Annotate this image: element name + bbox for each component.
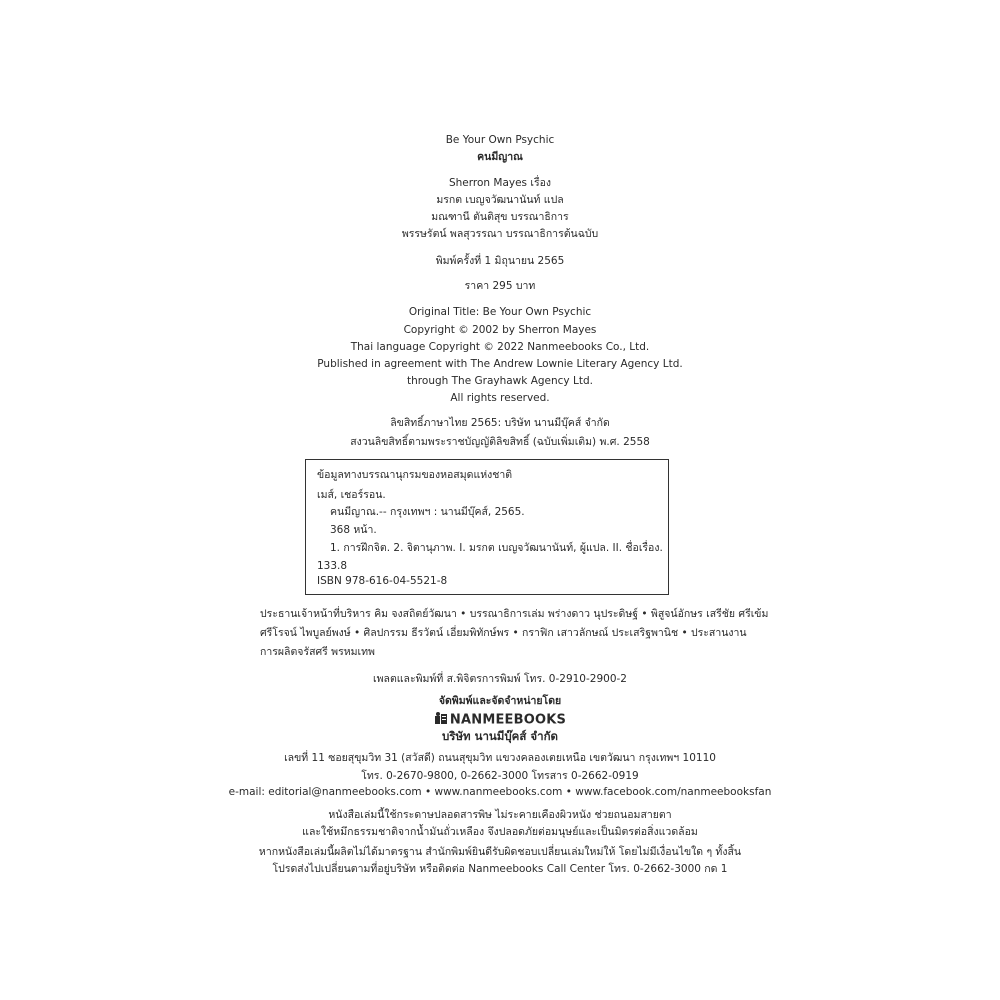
staff-line: การผลิตจรัสศรี พรหมเทพ: [260, 646, 375, 658]
thai-rights-line: ลิขสิทธิ์ภาษาไทย 2565: บริษัท นานมีบุ๊คส์ จำกัด: [390, 417, 610, 429]
title-english: Be Your Own Psychic: [445, 134, 555, 146]
title-thai: คนมีญาณ: [477, 151, 523, 163]
distributor-label: จัดพิมพ์และจัดจำหน่ายโดย: [438, 695, 562, 707]
ink-note: และใช้หมึกธรรมชาติจากน้ำมันถั่วเหลือง จึงปลอดภัยต่อมนุษย์และเป็นมิตรต่อสิ่งแวดล้อม: [302, 826, 698, 838]
nanmeebooks-logo: [0, 711, 1000, 729]
price-line: ราคา 295 บาท: [464, 280, 536, 292]
cip-pages: 368 หน้า.: [330, 524, 377, 536]
cip-isbn: ISBN 978-616-04-5521-8: [317, 575, 448, 587]
copyright-act-line: สงวนลิขสิทธิ์ตามพระราชบัญญัติลิขสิทธิ์ (ฉบับเพิ่มเติม) พ.ศ. 2558: [350, 436, 650, 448]
staff-line: ประธานเจ้าหน้าที่บริหาร คิม จงสถิตย์วัฒนา • บรรณาธิการเล่ม พร่างดาว นุประดิษฐ์ • พิสูจน์อักษร เสรีชัย ศรีเข้ม: [260, 608, 769, 620]
agency-agreement: Published in agreement with The Andrew Lownie Literary Agency Ltd.: [317, 358, 683, 370]
cip-box: [305, 459, 669, 595]
staff-line: ศรีโรจน์ ไพบูลย์พงษ์ • ศิลปกรรม ธีรวัตน์ เอี่ยมพิทักษ์พร • กราฟิก เสาวลักษณ์ ประเสริฐพานิช • ประสานงาน: [260, 627, 747, 639]
cip-heading: ข้อมูลทางบรรณานุกรมของหอสมุดแห่งชาติ: [317, 469, 513, 481]
cip-author: เมส์, เชอร์รอน.: [317, 489, 386, 501]
nanmeebooks-logo-icon: [434, 711, 448, 729]
company-phone: โทร. 0-2670-9800, 0-2662-3000 โทรสาร 0-2662-0919: [361, 770, 639, 782]
company-name: บริษัท นานมีบุ๊คส์ จำกัด: [441, 729, 559, 743]
cip-class-number: 133.8: [317, 560, 348, 572]
credit-editor: มณฑานี ตันติสุข บรรณาธิการ: [431, 211, 569, 223]
credit-translator: มรกต เบญจวัฒนานันท์ แปล: [436, 194, 564, 206]
cip-subjects: 1. การฝึกจิต. 2. จิตานุภาพ. I. มรกต เบญจวัฒนานันท์, ผู้แปล. II. ชื่อเรื่อง.: [330, 542, 663, 554]
company-contacts: e-mail: editorial@nanmeebooks.com • www.nanmeebooks.com • www.facebook.com/nanmeebooksfan: [228, 786, 772, 798]
replacement-note: หากหนังสือเล่มนี้ผลิตไม่ได้มาตรฐาน สำนักพิมพ์ยินดีรับผิดชอบเปลี่ยนเล่มใหม่ให้ โดยไม่มีเงื่อนไขใด ๆ ทั้งสิ้น: [258, 846, 742, 858]
original-copyright: Copyright © 2002 by Sherron Mayes: [403, 324, 597, 336]
agency-through: through The Grayhawk Agency Ltd.: [407, 375, 593, 387]
logo-text: NANMEEBOOKS: [449, 712, 567, 728]
paper-note: หนังสือเล่มนี้ใช้กระดาษปลอดสารพิษ ไม่ระคายเคืองผิวหนัง ช่วยถนอมสายตา: [328, 809, 672, 821]
original-title: Original Title: Be Your Own Psychic: [408, 306, 592, 318]
thai-copyright: Thai language Copyright © 2022 Nanmeebooks Co., Ltd.: [350, 341, 650, 353]
call-center-note: โปรดส่งไปเปลี่ยนตามที่อยู่บริษัท หรือติดต่อ Nanmeebooks Call Center โทร. 0-2662-3000 กด 1: [272, 863, 728, 875]
cip-imprint: คนมีญาณ.-- กรุงเทพฯ : นานมีบุ๊คส์, 2565.: [330, 506, 525, 518]
rights-reserved: All rights reserved.: [450, 392, 550, 404]
edition-line: พิมพ์ครั้งที่ 1 มิถุนายน 2565: [435, 255, 565, 267]
credit-copy-editor: พรรษรัตน์ พลสุวรรณา บรรณาธิการต้นฉบับ: [401, 228, 599, 240]
company-address: เลขที่ 11 ซอยสุขุมวิท 31 (สวัสดี) ถนนสุขุมวิท แขวงคลองเตยเหนือ เขตวัฒนา กรุงเทพฯ 10110: [284, 752, 716, 764]
printer-line: เพลตและพิมพ์ที่ ส.พิจิตรการพิมพ์ โทร. 0-2910-2900-2: [373, 673, 627, 685]
credit-author: Sherron Mayes เรื่อง: [448, 177, 552, 189]
